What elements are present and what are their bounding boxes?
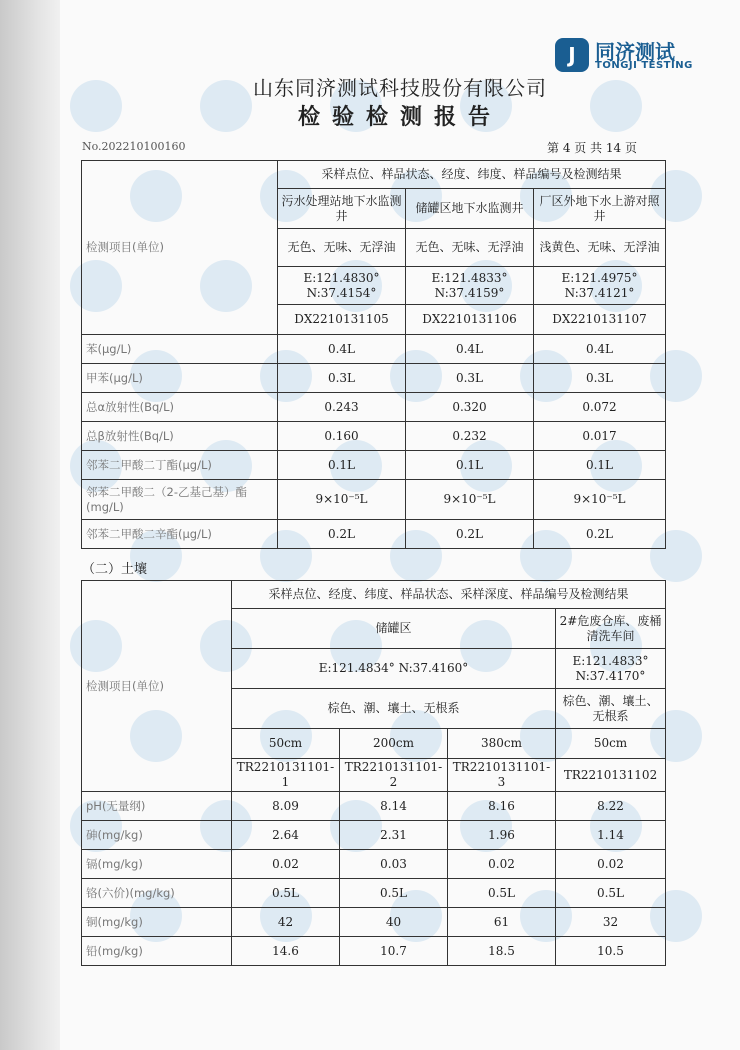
- site-state: 无色、无味、无浮油: [406, 229, 534, 267]
- item-name: 总α放射性(Bq/L): [82, 393, 278, 422]
- result-value: 0.017: [534, 422, 666, 451]
- result-value: 0.4L: [278, 335, 406, 364]
- logo-en: TONGJI TESTING: [595, 60, 693, 71]
- table-row: [82, 879, 666, 908]
- result-value: 40: [340, 908, 448, 937]
- doc-number: No.202210100160: [82, 140, 186, 153]
- site-coord: E:121.4975° N:37.4121°: [534, 267, 666, 305]
- item-name: 铬(六价)(mg/kg): [82, 879, 232, 908]
- site-name: 储罐区地下水监测井: [406, 189, 534, 229]
- table-row: [82, 451, 666, 480]
- table-row: [82, 937, 666, 966]
- result-value: 42: [232, 908, 340, 937]
- table-row: [82, 422, 666, 451]
- result-value: 9×10⁻⁵L: [534, 480, 666, 520]
- soil-header: 采样点位、经度、纬度、样品状态、采样深度、样品编号及检测结果: [232, 581, 666, 609]
- result-value: 1.96: [448, 821, 556, 850]
- result-value: 9×10⁻⁵L: [278, 480, 406, 520]
- result-value: 0.4L: [406, 335, 534, 364]
- table-row: [82, 335, 666, 364]
- result-value: 0.232: [406, 422, 534, 451]
- result-value: 8.09: [232, 792, 340, 821]
- result-value: 0.2L: [406, 520, 534, 549]
- table-row: [82, 792, 666, 821]
- sample-depth: 50cm: [556, 729, 666, 759]
- item-name: 铅(mg/kg): [82, 937, 232, 966]
- result-value: 9×10⁻⁵L: [406, 480, 534, 520]
- result-value: 0.03: [340, 850, 448, 879]
- site-coord: E:121.4833° N:37.4159°: [406, 267, 534, 305]
- table-row: [82, 850, 666, 879]
- item-name: 邻苯二甲酸二辛酯(μg/L): [82, 520, 278, 549]
- item-name: 甲苯(μg/L): [82, 364, 278, 393]
- result-value: 0.5L: [556, 879, 666, 908]
- site-name: 储罐区: [232, 609, 556, 649]
- sample-code: TR2210131101-3: [448, 759, 556, 792]
- item-label-header: 检测项目(单位): [82, 161, 278, 335]
- site-state: 浅黄色、无味、无浮油: [534, 229, 666, 267]
- result-value: 0.3L: [406, 364, 534, 393]
- logo-cn: 同济测试: [595, 40, 675, 64]
- site-name: 2#危废仓库、废桶清洗车间: [556, 609, 666, 649]
- item-name: 砷(mg/kg): [82, 821, 232, 850]
- result-value: 0.2L: [534, 520, 666, 549]
- result-value: 0.02: [448, 850, 556, 879]
- result-value: 10.7: [340, 937, 448, 966]
- sample-depth: 380cm: [448, 729, 556, 759]
- result-value: 8.16: [448, 792, 556, 821]
- result-value: 32: [556, 908, 666, 937]
- result-value: 0.243: [278, 393, 406, 422]
- result-value: 0.3L: [278, 364, 406, 393]
- site-name: 厂区外地下水上游对照井: [534, 189, 666, 229]
- item-name: 铜(mg/kg): [82, 908, 232, 937]
- result-value: 2.64: [232, 821, 340, 850]
- item-name: 总β放射性(Bq/L): [82, 422, 278, 451]
- result-value: 8.22: [556, 792, 666, 821]
- result-value: 0.1L: [278, 451, 406, 480]
- company-name: 山东同济测试科技股份有限公司: [253, 76, 547, 100]
- result-value: 1.14: [556, 821, 666, 850]
- item-name: 邻苯二甲酸二丁酯(μg/L): [82, 451, 278, 480]
- report-page: [60, 0, 740, 1050]
- table-row: [82, 520, 666, 549]
- sample-code: DX2210131106: [406, 305, 534, 335]
- scan-shadow: [0, 0, 60, 1050]
- result-value: 0.5L: [340, 879, 448, 908]
- logo-mark: J: [555, 38, 589, 72]
- result-value: 0.160: [278, 422, 406, 451]
- result-value: 10.5: [556, 937, 666, 966]
- sample-code: DX2210131107: [534, 305, 666, 335]
- soil-table: [81, 580, 666, 966]
- result-value: 0.4L: [534, 335, 666, 364]
- site-coord: E:121.4834° N:37.4160°: [232, 649, 556, 689]
- sample-depth: 50cm: [232, 729, 340, 759]
- table-row: [82, 364, 666, 393]
- result-value: 61: [448, 908, 556, 937]
- site-state: 棕色、潮、壤土、无根系: [232, 689, 556, 729]
- table-row: [82, 821, 666, 850]
- result-value: 0.320: [406, 393, 534, 422]
- section-soil-title: （二）土壤: [82, 562, 148, 577]
- result-value: 18.5: [448, 937, 556, 966]
- item-label-header: 检测项目(单位): [82, 581, 232, 792]
- sample-code: TR2210131101-1: [232, 759, 340, 792]
- page-number: 第 4 页 共 14 页: [547, 141, 637, 155]
- result-value: 0.2L: [278, 520, 406, 549]
- table-row: [82, 393, 666, 422]
- result-value: 0.1L: [406, 451, 534, 480]
- result-value: 8.14: [340, 792, 448, 821]
- result-value: 0.02: [232, 850, 340, 879]
- water-header: 采样点位、样品状态、经度、纬度、样品编号及检测结果: [278, 161, 666, 189]
- item-name: 苯(μg/L): [82, 335, 278, 364]
- sample-code: TR2210131101-2: [340, 759, 448, 792]
- sample-depth: 200cm: [340, 729, 448, 759]
- result-value: 14.6: [232, 937, 340, 966]
- result-value: 0.1L: [534, 451, 666, 480]
- item-name: pH(无量纲): [82, 792, 232, 821]
- item-name: 邻苯二甲酸二（2-乙基己基）酯(mg/L): [82, 480, 278, 520]
- groundwater-table: [81, 160, 666, 549]
- site-coord: E:121.4830° N:37.4154°: [278, 267, 406, 305]
- table-row: [82, 908, 666, 937]
- item-name: 镉(mg/kg): [82, 850, 232, 879]
- table-row: [82, 480, 666, 520]
- site-state: 棕色、潮、壤土、无根系: [556, 689, 666, 729]
- result-value: 0.02: [556, 850, 666, 879]
- sample-code: TR2210131102: [556, 759, 666, 792]
- result-value: 0.5L: [448, 879, 556, 908]
- result-value: 0.072: [534, 393, 666, 422]
- sample-code: DX2210131105: [278, 305, 406, 335]
- result-value: 0.5L: [232, 879, 340, 908]
- report-title: 检验检测报告: [297, 104, 502, 130]
- result-value: 0.3L: [534, 364, 666, 393]
- site-coord: E:121.4833° N:37.4170°: [556, 649, 666, 689]
- site-state: 无色、无味、无浮油: [278, 229, 406, 267]
- result-value: 2.31: [340, 821, 448, 850]
- site-name: 污水处理站地下水监测井: [278, 189, 406, 229]
